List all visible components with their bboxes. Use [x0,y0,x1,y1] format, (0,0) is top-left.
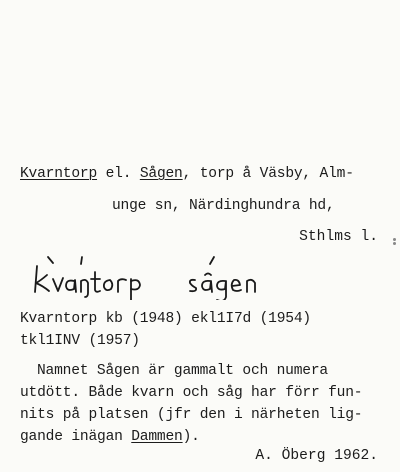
reference-name: Dammen [131,429,183,445]
note-line-4-end: ). [182,429,200,445]
header-connector: el. [97,166,140,182]
edge-mark [393,238,396,241]
note-line-4 [20,428,200,446]
signature: A. Öberg 1962. [255,448,378,464]
note-line-3: nits på platsen (jfr den i närheten lig- [20,407,363,423]
sources-line-1: Kvarntorp kb (1948) ekl1I7d (1954) [20,311,311,327]
header-line-2: unge sn, Närdinghundra hd, [112,198,335,214]
handwritten-word-kvantorp [35,257,140,300]
edge-mark [393,242,396,245]
alt-place-name: Sågen [139,166,183,182]
header-line-3: Sthlms l. [299,229,378,245]
note-line-1: Namnet Sågen är gammalt och numera [37,363,328,379]
note-line-2: utdött. Både kvarn och såg har förr fun- [20,385,363,401]
header-location: , torp å Väsby, Alm- [182,166,354,182]
place-name: Kvarntorp [20,166,98,182]
handwritten-word-sagen [190,257,255,300]
note-line-4-text: gande inägan [20,429,132,445]
sources-line-2: tkl1INV (1957) [20,333,140,349]
